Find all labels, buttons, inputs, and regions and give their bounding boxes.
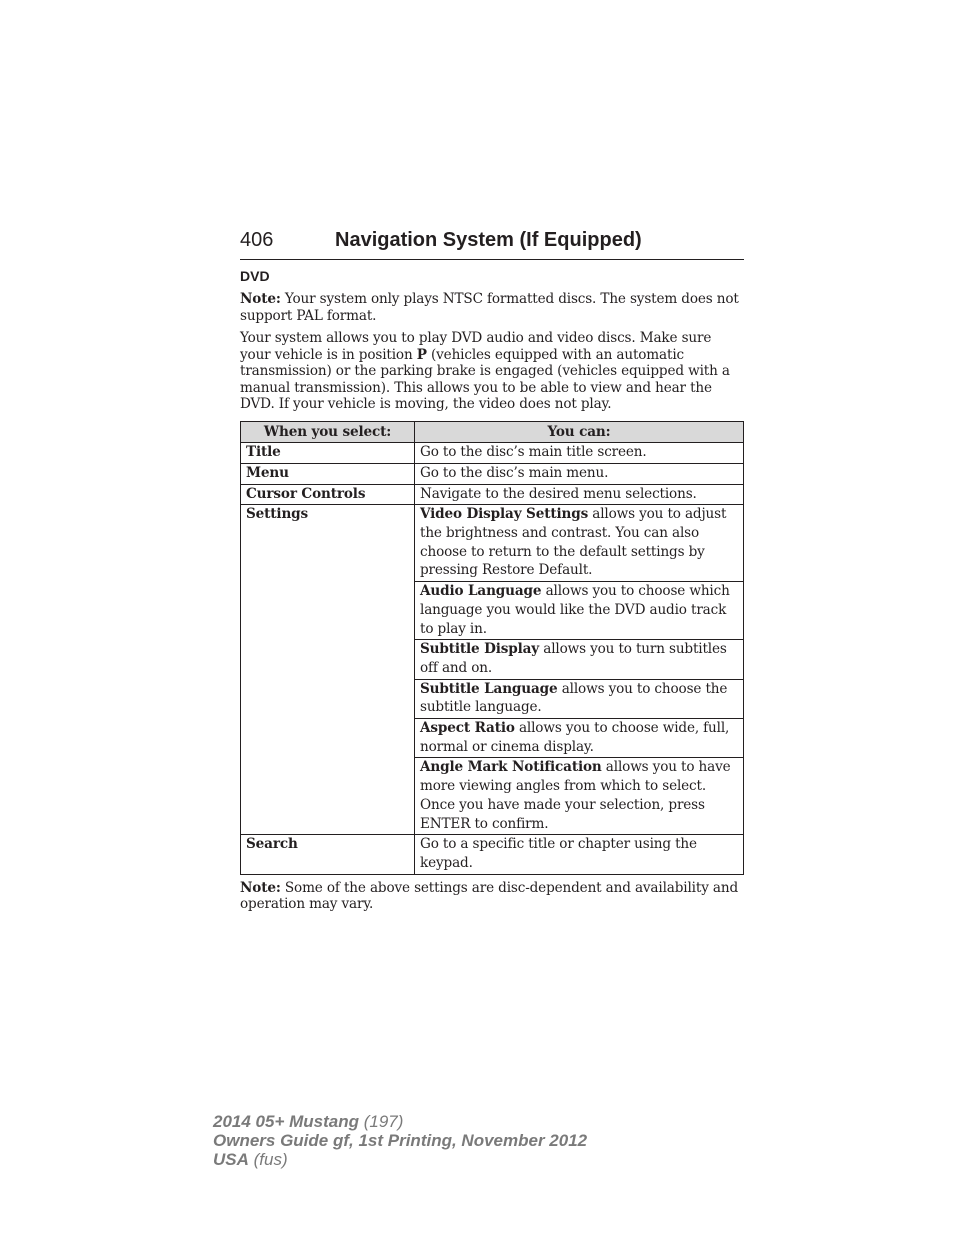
intro-position-letter: P [416,346,427,363]
footer-vehicle: 2014 05+ Mustang [213,1112,359,1131]
setting-name: Aspect Ratio [420,720,515,737]
page-footer [213,1112,587,1169]
page-number: 406 [240,229,274,251]
intro-text-end: (vehicles equipped with an automatic transmission) or the parking brake is engaged (vehicles equipped with a manual transmission). This allows you to be able to view and hear the DVD. If your vehicle is moving, the video does not play. [240,346,730,412]
table-row [241,505,744,582]
section-title: DVD [240,268,270,284]
table-row [241,463,744,484]
table-row [241,484,744,505]
footer-market-code: (fus) [248,1150,288,1169]
setting-subtitle-display [415,640,744,679]
setting-subtitle-language [415,679,744,718]
row-select-settings: Settings [241,505,415,835]
setting-description: allows you to choose the subtitle language. [420,680,728,716]
note-paragraph-bottom [240,880,744,913]
row-select-cursor-controls: Cursor Controls [241,484,415,505]
note-label: Note: [240,291,281,307]
note-text: Some of the above settings are disc-dependent and availability and operation may vary. [240,879,739,913]
footer-guide-info: Owners Guide gf, 1st Printing, November 2012 [213,1131,588,1150]
row-action-search: Go to a specific title or chapter using the keypad. [415,835,744,874]
dvd-options-table [240,421,744,875]
row-select-search: Search [241,835,415,874]
row-action-cursor-controls: Navigate to the desired menu selections. [415,484,744,505]
note-paragraph [240,291,744,324]
setting-aspect-ratio [415,719,744,758]
row-action-title: Go to the disc’s main title screen. [415,443,744,464]
table-header-row [241,421,744,443]
page-header [240,229,744,260]
header-when-you-select: When you select: [241,421,415,443]
setting-description: allows you to adjust the brightness and contrast. You can also choose to return to the default settings by pressing Restore Default. [420,506,727,579]
footer-line-1 [213,1112,587,1131]
row-action-menu: Go to the disc’s main menu. [415,463,744,484]
footer-page-index: (197) [359,1112,404,1131]
table-row [241,835,744,874]
intro-text-start: Your system allows you to play DVD audio and video discs. Make sure your vehicle is in position [240,330,712,363]
note-text: Your system only plays NTSC formatted discs. The system does not support PAL format. [240,291,739,324]
intro-paragraph [240,330,744,413]
setting-description: allows you to choose which language you would like the DVD audio track to play in. [420,583,730,637]
setting-name: Subtitle Language [420,680,558,697]
setting-audio-language [415,582,744,640]
manual-page [240,229,744,913]
setting-angle-mark-notification [415,758,744,835]
setting-description: allows you to have more viewing angles from which to select. Once you have made your selection, press ENTER to confirm. [420,759,731,832]
header-you-can: You can: [415,421,744,443]
footer-line-3 [213,1150,587,1169]
table-row [241,443,744,464]
setting-name: Video Display Settings [420,506,589,523]
setting-description: allows you to choose wide, full, normal or cinema display. [420,720,730,755]
setting-name: Angle Mark Notification [420,759,602,776]
setting-name: Subtitle Display [420,641,540,658]
footer-market: USA [213,1150,249,1169]
row-select-menu: Menu [241,463,415,484]
setting-video-display [415,505,744,582]
setting-name: Audio Language [420,583,542,600]
setting-description: allows you to turn subtitles off and on. [420,641,727,676]
footer-line-2 [213,1131,587,1150]
row-select-title: Title [241,443,415,464]
chapter-title: Navigation System (If Equipped) [335,229,642,251]
note-label: Note: [240,879,281,896]
